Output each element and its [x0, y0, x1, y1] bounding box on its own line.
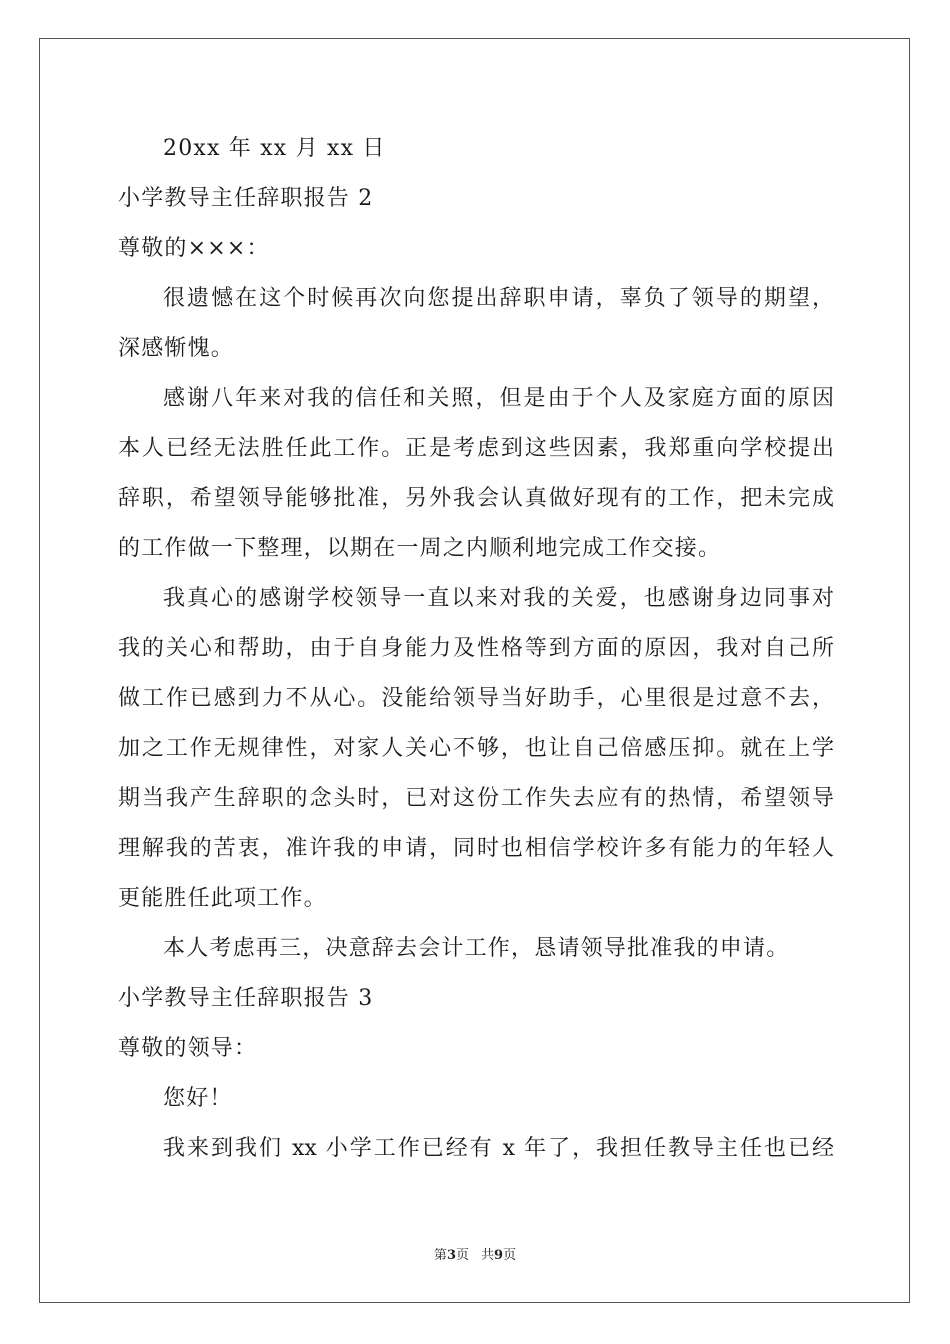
paragraph-line: 感谢八年来对我的信任和关照，但是由于个人及家庭方面的原因	[163, 386, 834, 411]
total-prefix: 共	[481, 1248, 495, 1263]
date-line: 20xx 年 xx 月 xx 日	[163, 136, 386, 161]
salutation-line: 尊敬的×××：	[118, 236, 270, 261]
section-title-3: 小学教导主任辞职报告 3	[118, 986, 374, 1011]
paragraph-line: 本人已经无法胜任此工作。正是考虑到这些因素，我郑重向学校提出	[118, 436, 834, 461]
salutation-line: 尊敬的领导：	[118, 1036, 258, 1061]
paragraph-line: 加之工作无规律性，对家人关心不够，也让自己倍感压抑。就在上学	[118, 736, 834, 761]
section-title-2: 小学教导主任辞职报告 2	[118, 186, 374, 211]
paragraph-line: 我来到我们 xx 小学工作已经有 x 年了，我担任教导主任也已经	[163, 1136, 834, 1161]
total-suffix: 页	[503, 1248, 517, 1263]
paragraph-line: 的工作做一下整理，以期在一周之内顺利地完成工作交接。	[118, 536, 722, 561]
paragraph-line: 期当我产生辞职的念头时，已对这份工作失去应有的热情，希望领导	[118, 786, 834, 811]
total-pages-number: 9	[494, 1248, 504, 1263]
paragraph-line: 我真心的感谢学校领导一直以来对我的关爱，也感谢身边同事对	[163, 586, 834, 611]
page-prefix: 第	[433, 1248, 447, 1263]
page-suffix: 页	[455, 1248, 469, 1263]
page-footer	[0, 1244, 950, 1263]
paragraph-line: 深感惭愧。	[118, 336, 235, 361]
paragraph-line: 本人考虑再三，决意辞去会计工作，恳请领导批准我的申请。	[163, 936, 790, 961]
paragraph-line: 辞职，希望领导能够批准，另外我会认真做好现有的工作，把未完成	[118, 486, 834, 511]
paragraph-line: 我的关心和帮助，由于自身能力及性格等到方面的原因，我对自己所	[118, 636, 834, 661]
greeting-line: 您好！	[163, 1086, 233, 1111]
current-page-number: 3	[446, 1248, 456, 1263]
paragraph-line: 很遗憾在这个时候再次向您提出辞职申请，辜负了领导的期望，	[163, 286, 834, 311]
paragraph-line: 做工作已感到力不从心。没能给领导当好助手，心里很是过意不去，	[118, 686, 834, 711]
paragraph-line: 更能胜任此项工作。	[118, 886, 327, 911]
paragraph-line: 理解我的苦衷，准许我的申请，同时也相信学校许多有能力的年轻人	[118, 836, 834, 861]
